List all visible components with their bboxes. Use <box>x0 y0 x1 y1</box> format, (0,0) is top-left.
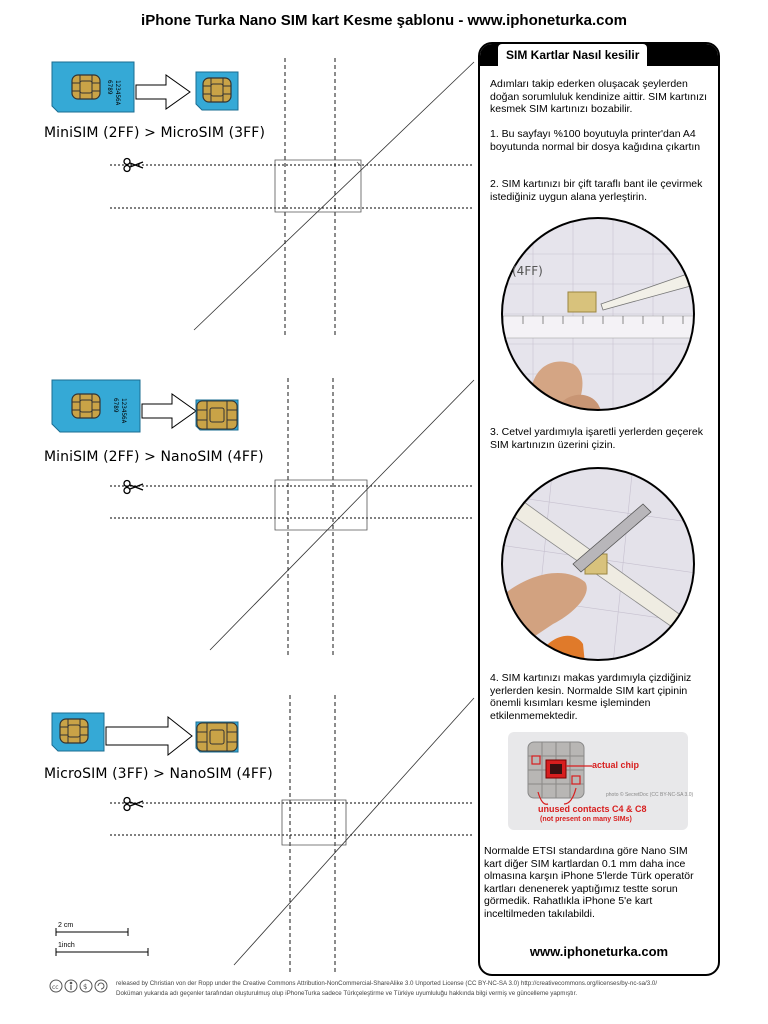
chip-unused-label: unused contacts C4 & C8 <box>538 804 647 814</box>
panel-intro: Adımları takip ederken oluşacak şeylerden doğan sorumluluk kendinize aittir. SIM kartınızı kesmek SIM kartınızı bozabilir. <box>490 78 708 115</box>
photo-sim-on-template <box>493 214 703 414</box>
chip-photo-credit: photo © SecretDoc (CC BY-NC-SA 3.0) <box>606 792 694 798</box>
section-2-illustration <box>52 378 474 655</box>
arrow-icon <box>142 394 196 428</box>
nanosim-card-3 <box>196 722 238 752</box>
etsi-note: Normalde ETSI standardına göre Nano SIM kart diğer SIM kartlardan 0.1 mm daha ince olmasına karşın iPhone 5'lerde Türk operatör kartları denenerek yaptığımız testte sorun görmedik. Rahatlıkla iPhone 5'e kart inceltilmeden takılabildi. <box>484 845 694 920</box>
microsim-card-1 <box>196 72 238 110</box>
svg-text:123456A: 123456A <box>114 80 121 106</box>
chip-actual-label: actual chip <box>592 760 640 770</box>
svg-text:123456A: 123456A <box>120 398 127 424</box>
microsim-card-3 <box>52 713 104 751</box>
scale-cm-label: 2 cm <box>58 922 74 929</box>
svg-text:6789: 6789 <box>106 80 113 95</box>
section-1-heading: MiniSIM (2FF) > MicroSIM (3FF) <box>44 125 266 141</box>
minisim-card-1 <box>52 62 134 112</box>
photo-ruler-drawing <box>493 464 703 664</box>
step-2: 2. SIM kartınızı bir çift taraflı bant ile çevirmek istediğiniz uygun alana yerleştirin. <box>490 178 703 203</box>
panel-header <box>480 44 718 66</box>
panel-title: SIM Kartlar Nasıl kesilir <box>498 44 647 66</box>
nanosim-card-2 <box>196 400 238 430</box>
section-3-illustration <box>52 695 474 975</box>
minisim-card-2 <box>52 380 140 432</box>
step-1: 1. Bu sayfayı %100 boyutuyla printer'dan A4 boyutunda normal bir dosya kağıdına çıkartın <box>490 128 701 153</box>
instruction-panel <box>478 42 720 976</box>
footer-note: Doküman yukarıda adı geçenler tarafından oluşturulmuş olup iPhoneTurka sadece Türkçeleştirme ve Türkiye uyumluluğu hakkında bilgi vermiş ve güncelleme yapmıştır. <box>116 990 578 997</box>
scale-inch-label: 1inch <box>58 942 75 949</box>
svg-text:$: $ <box>83 983 88 991</box>
cc-license-icons <box>50 980 107 992</box>
svg-text:cc: cc <box>52 984 59 991</box>
section-1-illustration <box>52 58 474 335</box>
page-title: iPhone Turka Nano SIM kart Kesme şablonu - www.iphoneturka.com <box>141 12 627 29</box>
arrow-icon <box>106 717 192 755</box>
svg-text:6789: 6789 <box>112 398 119 413</box>
panel-website: www.iphoneturka.com <box>529 944 669 959</box>
chip-not-present-label: (not present on many SIMs) <box>540 816 632 823</box>
section-2-heading: MiniSIM (2FF) > NanoSIM (4FF) <box>44 449 264 465</box>
step-4: 4. SIM kartınızı makas yardımıyla çizdiğiniz yerlerden kesin. Normalde SIM kart çipinin önemli kısımları kesme işleminden etkilenmemektedir. <box>490 672 692 722</box>
photo-4ff-label: (4FF) <box>512 264 543 278</box>
step-3: 3. Cetvel yardımıyla işaretli yerlerden geçerek SIM kartınızın üzerini çizin. <box>490 426 704 451</box>
license-text: released by Christian von der Ropp under the Creative Commons Attribution-NonCommercial-ShareAlike 3.0 Unported License (CC BY-NC-SA 3.0) http://creativecommons.org/licenses/by-nc-sa/3.0/ <box>116 980 658 987</box>
arrow-icon <box>136 75 190 109</box>
section-3-heading: MicroSIM (3FF) > NanoSIM (4FF) <box>44 766 273 782</box>
